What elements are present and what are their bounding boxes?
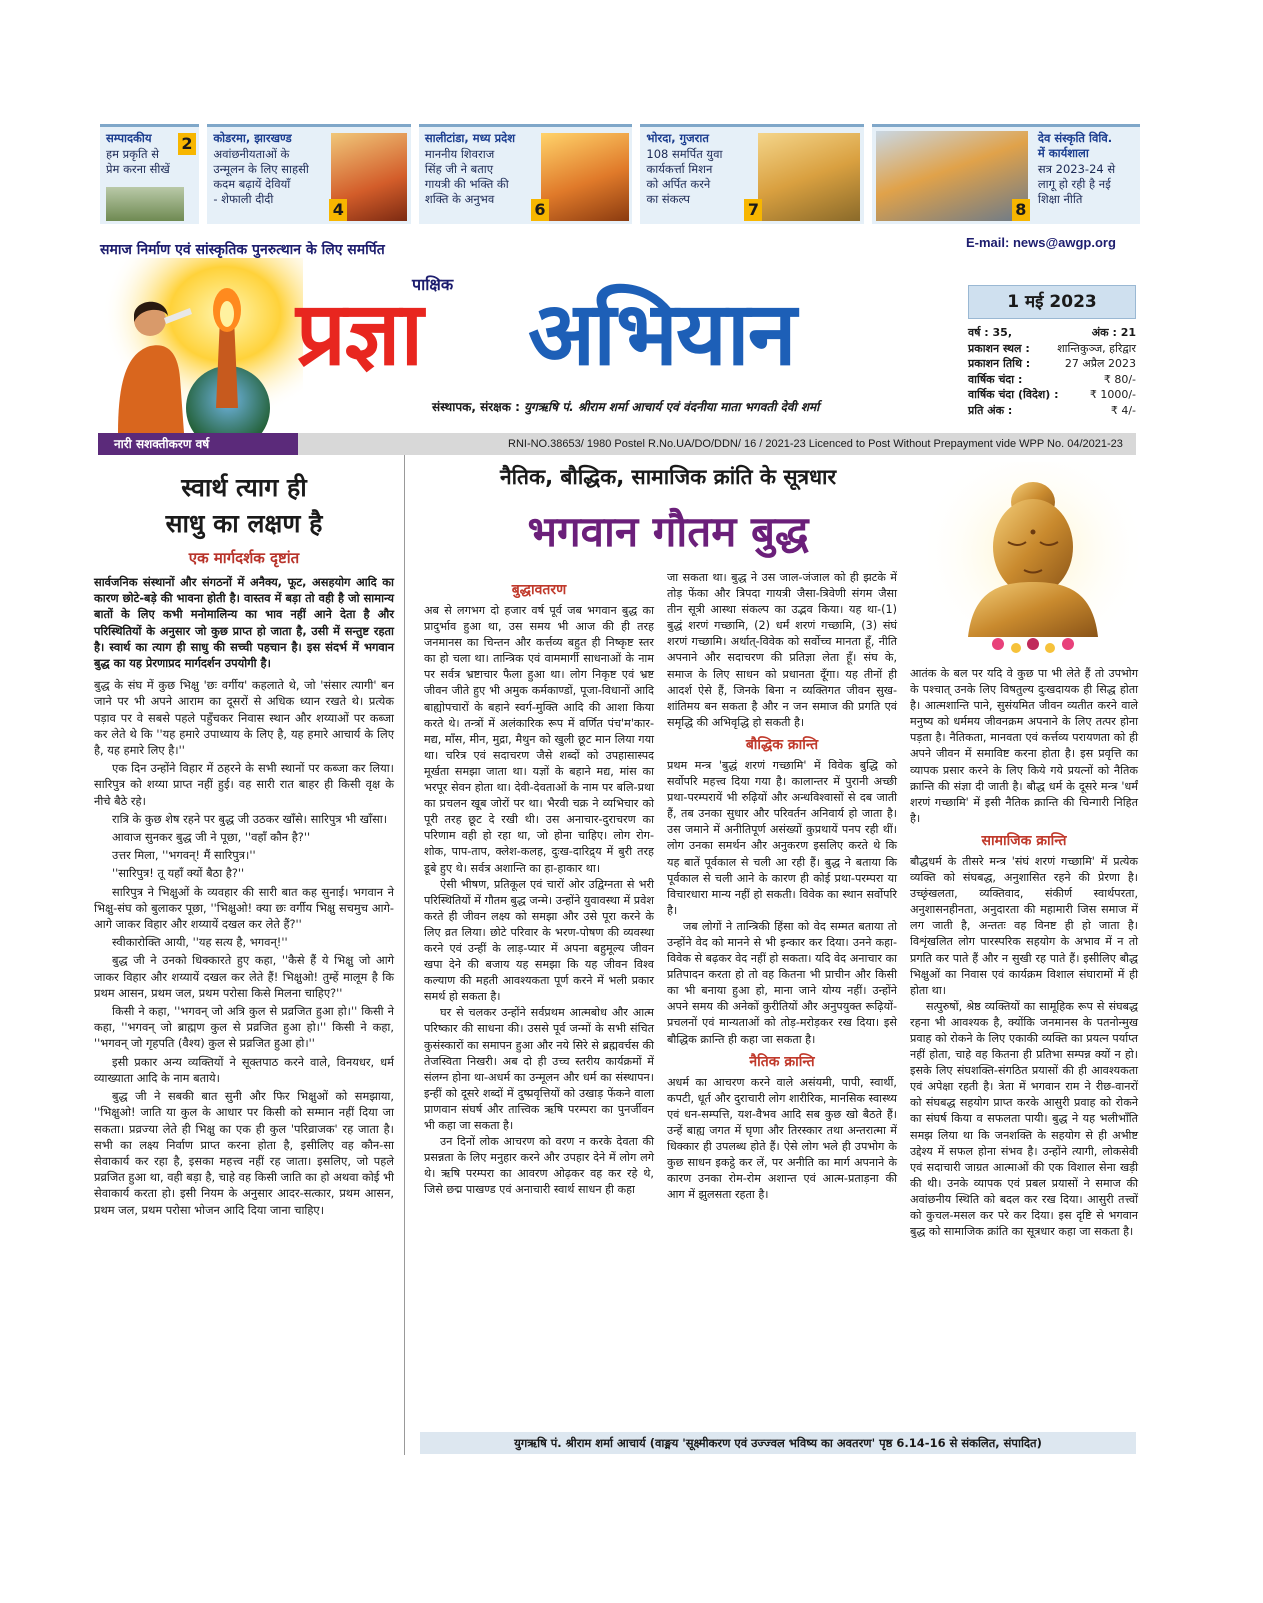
page-number: 4 <box>329 199 347 221</box>
paragraph: ''सारिपुत्र! तू यहाँ क्यों बैठा है?'' <box>112 866 245 881</box>
teaser-bhorda[interactable] <box>640 124 863 224</box>
buddha-head-icon <box>928 462 1138 662</box>
email-address[interactable]: E-mail: news@awgp.org <box>966 235 1116 250</box>
woman-with-torch-illustration <box>98 258 303 433</box>
paragraph: घर से चलकर उन्होंने सर्वप्रथम आत्मबोध और आत्म परिष्कार की साधना की। उससे पूर्व जन्मों के सभी संचित कुसंस्कारों का समापन हुआ और नये सिरे से ब्रह्मवर्चस की तेजस्विता निखरी। अब दो ही उच्च स्तरीय कार्यक्रमों में संलग्न होना था-अधर्म का उन्मूलन और धर्म का संस्थापन। इन्हीं को दूसरे शब्दों में दुष्प्रवृत्तियों को उखाड़ फेंकने वाला प्राणवान संघर्ष और तात्त्विक ऋषि परम्परा का पुनर्जीवन भी कहा जा सकता है। <box>424 1006 654 1132</box>
page-number: 7 <box>744 199 762 221</box>
issue-date: 1 मई 2023 <box>968 285 1136 319</box>
teaser-heading: देव संस्कृति विवि. में कार्यशाला <box>1037 131 1113 160</box>
teaser-dsvv[interactable] <box>872 124 1140 224</box>
section-heading: बौद्धिक क्रान्ति <box>745 736 819 753</box>
teaser-photo <box>541 133 629 221</box>
main-article-supertitle: नैतिक, बौद्धिक, सामाजिक क्रांति के सूत्रधार <box>499 465 837 489</box>
section-heading: बुद्धावतरण <box>511 582 567 598</box>
teaser-photo <box>876 131 1028 221</box>
teaser-heading: भोरदा, गुजरात <box>646 131 709 145</box>
masthead-illustration <box>98 258 303 433</box>
paragraph: किसी ने कहा, ''भगवन् जो अत्रि कुल से प्रव्रजित हुआ हो।'' किसी ने कहा, ''भगवन् जो ब्राह्मण कुल से प्रव्रजित हुआ हो।'' किसी ने कहा, ''भगवन् जो गृहपति (वैश्य) कुल से प्रव्रजित हुआ हो।'' <box>94 1004 394 1051</box>
masthead-title-abhiyan: अभियान <box>528 282 795 385</box>
teaser-text: 108 समर्पित युवा कार्यकर्त्ता मिशन को अर्पित करने का संकल्प <box>646 147 723 206</box>
paragraph: ऐसी भीषण, प्रतिकूल एवं चारों ओर उद्विग्नता से भरी परिस्थितियों में गौतम बुद्ध जन्मे। उन्होंने युवावस्था में प्रवेश करते ही जीवन लक्ष्य को समझा और उसे पूरा करने के लिए व्रत लिया। छोटे परिवार के भरण-पोषण की व्यवस्था करने एवं उन्हीं के लाड़-प्यार में अपना बहुमूल्य जीवन खपा देने की बजाय यह समझा कि यह जीवन विश्व कल्याण की महती आवश्यकता पूर्ण करने में भली प्रकार समर्थ हो सकता है। <box>424 877 654 1004</box>
main-article-column-2 <box>667 570 897 1203</box>
paragraph: आवाज सुनकर बुद्ध जी ने पूछा, ''वहाँ कौन है?'' <box>112 830 311 845</box>
main-article-column-3 <box>910 666 1138 1240</box>
column-divider <box>404 455 405 1455</box>
buddha-illustration <box>928 462 1138 662</box>
paragraph: जब लोगों ने तान्त्रिकी हिंसा को वेद सम्मत बताया तो उन्होंने वेद को मानने से भी इन्कार कर दिया। उनने कहा-विवेक से बढ़कर वेद नहीं हो सकता। यदि वेद अनाचार का प्रतिपादन करता हो तो वह कितना भी प्राचीन और किसी का भी बनाया हुआ हो, माना जाने योग्य नहीं। उन्होंने अपने समय की अनेकों कुरीतियों और अनुपयुक्त रूढ़ियों-प्रचलनों एवं मान्यताओं को तोड़-मरोड़कर रख दिया। इसे बौद्धिक क्रान्ति ही कहा जा सकता है। <box>667 919 897 1046</box>
left-article-lead: सार्वजनिक संस्थानों और संगठनों में अनैक्य, फूट, असहयोग आदि का कारण छोटे-बड़े की भावना होती है। वास्तव में बड़ा तो वही है जो सामान्य बातों के लिए कभी मनोमालिन्य का भाव नहीं आने देता है और परिस्थितियों के अनुसार जो कुछ प्राप्त हो जाता है, उसी में सन्तुष्ट रहता है। स्वार्थ का त्याग ही साधु की सच्ची पहचान है। इस संदर्भ में भगवान बुद्ध का यह प्रेरणाप्रद मार्गदर्शन उपयोगी है। <box>94 575 394 671</box>
teaser-heading: सालीटांडा, मध्य प्रदेश <box>424 131 516 145</box>
left-article-title-line2: साधु का लक्षण है <box>165 509 323 538</box>
paragraph: सारिपुत्र ने भिक्षुओं के व्यवहार की सारी बात कह सुनाई। भगवान ने भिक्षु-संघ को बुलाकर पूछा, ''भिक्षुओ! क्या छः वर्गीय भिक्षु सचमुच आगे-आगे जाकर विहार और शय्यायें दखल कर लेते हैं?'' <box>94 884 394 932</box>
section-heading: नैतिक क्रान्ति <box>749 1053 815 1070</box>
masthead-title-pragya: प्रज्ञा <box>296 282 422 385</box>
meta-row: वार्षिक चंदा : ₹ 80/- <box>968 372 1136 386</box>
meta-row: प्रति अंक : ₹ 4/- <box>968 403 1136 417</box>
meta-row: प्रकाशन स्थल : शान्तिकुञ्ज, हरिद्वार <box>968 341 1136 355</box>
paragraph: स्वीकारोक्ति आयी, ''यह सत्य है, भगवन्!'' <box>112 935 288 950</box>
left-article-title-line1: स्वार्थ त्याग ही <box>181 473 307 502</box>
meta-row: वर्ष : 35, अंक : 21 <box>968 326 1136 339</box>
paragraph: अब से लगभग दो हजार वर्ष पूर्व जब भगवान बुद्ध का प्रादुर्भाव हुआ था, उस समय भी आज की ही तरह जनमानस का चिन्तन और कर्त्तव्य बहुत ही निष्कृष्ट स्तर का हो चला था। तान्त्रिक एवं वाममार्गी साधनाओं के नाम पर सर्वत्र भ्रष्टाचार फैला हुआ था। लोग निकृष्ट एवं भ्रष्ट जीवन जीते हुए भी अमुक कर्मकाण्डों, पूजा-विधानों आदि बाह्योपचारों के बहाने स्वर्ग-मुक्ति आदि की आशा किया करते थे। तन्त्रों में अलंकारिक रूप में वर्णित पंच'म'कार-मद्य, माँस, मीन, मुद्रा, मैथुन को खुली छूट मान लिया गया था। चरित्र एवं सदाचरण जैसे शब्दों को उपहासास्पद मूर्खता समझा जाता था। यज्ञों के बहाने मद्य, मांस का भरपूर सेवन होता था। देवी-देवताओं के नाम पर बलि-प्रथा का प्रचलन खूब जोरों पर था। भैरवी चक्र ने व्यभिचार को पूरी तरह छूट दे रखी थी। उस अनाचार-दुराचरण का परिणाम वही हो रहा था, जो होना चाहिए। लोग रोग-शोक, पाप-ताप, क्लेश-कलह, दुःख-दारिद्र्य में बुरी तरह डूबे हुए थे। सर्वत्र अशान्ति का हा-हाकार था। <box>424 604 654 875</box>
founder-line <box>432 398 819 415</box>
frequency-label: पाक्षिक <box>412 275 454 294</box>
teaser-photo <box>106 187 184 221</box>
teaser-text: अवांछनीयताओं के उन्मूलन के लिए साहसी कदम बढ़ायें देवियाँ - शेफाली दीदी <box>213 147 309 206</box>
paragraph: बुद्ध जी ने उनको धिक्कारते हुए कहा, ''कैसे हैं ये भिक्षु जो आगे जाकर विहार और शय्यायें दखल कर लेते हैं! भिक्षुओ! तुम्हें मालूम है कि प्रथम आसन, प्रथम जल, प्रथम परोसा किसे मिलना चाहिए?'' <box>94 953 394 1000</box>
founder-names: युगऋषि पं. श्रीराम शर्मा आचार्य एवं वंदनीया माता भगवती देवी शर्मा <box>524 400 820 414</box>
main-article-title: भगवान गौतम बुद्ध <box>527 507 809 556</box>
page-number: 8 <box>1012 199 1030 221</box>
paragraph: आतंक के बल पर यदि वे कुछ पा भी लेते हैं तो उपभोग के पश्चात् उनके लिए विषतुल्य दुःखदायक ही सिद्ध होता है। आत्मशान्ति पाने, सुसंयमित जीवन व्यतीत करने वाले मनुष्य को धर्ममय जीवनक्रम अपनाने के लिए तत्पर होना पड़ता है। नैतिकता, मानवता एवं कर्त्तव्य परायणता को ही अपने जीवन में समाविष्ट करना होता है। इस प्रवृत्ति का व्यापक प्रसार करने के लिए किये गये प्रयत्नों को नैतिक क्रान्ति की संज्ञा दी जाती है। बौद्ध धर्म के दूसरे मन्त्र 'धर्मं शरणं गच्छामि' में इसी नैतिक क्रान्ति की चिन्गारी निहित है। <box>910 667 1138 825</box>
paragraph: उन दिनों लोक आचरण को वरण न करके देवता की प्रसन्नता के लिए मनुहार करने और उपहार देने में लोग लगे थे। ऋषि परम्परा का आवरण ओढ़कर वह कर रहे थे, जिसे छद्म पाखण्ड एवं अनाचारी स्वार्थ साधन ही कहा <box>424 1135 654 1197</box>
teaser-salitanda[interactable] <box>419 124 633 224</box>
teaser-heading: सम्पादकीय <box>106 131 152 145</box>
teaser-koderma[interactable] <box>207 124 411 224</box>
meta-row: प्रकाशन तिथि : 27 अप्रैल 2023 <box>968 357 1136 370</box>
main-article-column-1 <box>424 580 654 1198</box>
page-number: 6 <box>531 199 549 221</box>
paragraph: उत्तर मिला, ''भगवन्! मैं सारिपुत्र।'' <box>112 848 256 863</box>
teaser-text: हम प्रकृति से प्रेम करना सीखें <box>106 147 170 176</box>
paragraph: अधर्म का आचरण करने वाले असंयमी, पापी, स्वार्थी, कपटी, धूर्त और दुराचारी लोग शारीरिक, मानसिक स्वास्थ्य एवं धन-सम्पत्ति, यश-वैभव आदि सब कुछ खो बैठते हैं। उन्हें बाह्य जगत में घृणा और तिरस्कार तथा अन्तरात्मा में धिक्कार ही उपलब्ध होते हैं। ऐसे लोग भले ही उपभोग के कुछ साधन इकट्ठे कर लें, पर अनीति का मार्ग अपनाने के कारण उनका रोम-रोम अशान्त एवं आत्म-प्रताड़ना की आग में झुलसता रहता है। <box>667 1075 897 1202</box>
paragraph: रात्रि के कुछ शेष रहने पर बुद्ध जी उठकर खाँसे। सारिपुत्र भी खाँसा। <box>112 811 388 826</box>
issue-meta <box>968 325 1136 418</box>
paragraph: बुद्ध जी ने सबकी बात सुनी और फिर भिक्षुओं को समझाया, ''भिक्षुओ! जाति या कुल के आधार पर किसी को सम्मान नहीं दिया जा सकता। प्रव्रज्या लेते ही भिक्षु का एक ही कुल 'परिव्राजक' रह जाता है। सभी का लक्ष्य निर्वाण प्राप्त करना होता है, इसीलिए वह कौन-सा सेवाकार्य कर रहा है, इसका महत्त्व नहीं रह जाता। इसलिए, जो पहले प्रव्रजित हुआ था, वही बड़ा है, चाहे वह किसी जाति का हो अथवा कोई भी सेवाकार्य करता हो। इसी नियम के अनुसार आदर-सत्कार, प्रथम आसन, प्रथम जल, प्रथम परोसा भोजन आदि दिया जाना चाहिए। <box>94 1089 394 1217</box>
teaser-heading: कोडरमा, झारखण्ड <box>213 131 292 145</box>
founder-label: संस्थापक, संरक्षक : <box>432 400 520 414</box>
source-credit-bar: युगऋषि पं. श्रीराम शर्मा आचार्य (वाङ्मय 'सूक्ष्मीकरण एवं उज्ज्वल भविष्य का अवतरण' पृष्ठ 6.14-16 से संकलित, संपादित) <box>420 1432 1136 1454</box>
paragraph: इसी प्रकार अन्य व्यक्तियों ने सूक्तपाठ करने वाले, विनयधर, धर्म व्याख्याता आदि के नाम बताये। <box>94 1054 394 1085</box>
tagline: समाज निर्माण एवं सांस्कृतिक पुनरुत्थान के लिए समर्पित <box>100 242 385 258</box>
teaser-editorial[interactable] <box>100 124 199 224</box>
page-number: 2 <box>178 133 196 155</box>
left-article-subtitle: एक मार्गदर्शक दृष्टांत <box>188 549 300 567</box>
paragraph: सत्पुरुषों, श्रेष्ठ व्यक्तियों का सामूहिक रूप से संघबद्ध रहना भी आवश्यक है, क्योंकि जनमानस के पतनोन्मुख प्रवाह को रोकने के लिए एकाकी व्यक्ति का प्रयत्न पर्याप्त नहीं होता, चाहे वह कितना ही प्रतिभा सम्पन्न क्यों न हो। इसके लिए संघशक्ति-संगठित प्रयासों की ही आवश्यकता एवं अपेक्षा रहती है। त्रेता में भगवान राम ने रीछ-वानरों को संघबद्ध सहयोग प्राप्त करके आसुरी प्रवाह को रोकने का संघर्ष किया व सफलता पायी। बुद्ध ने यह भलीभाँति समझ लिया था कि जनशक्ति के सहयोग से ही अभीष्ट उद्देश्य में सफल होना संभव है। उन्होंने त्यागी, लोकसेवी एवं सदाचारी जाग्रत आत्माओं की एक विशाल सेना खड़ी की थी। उनके व्यापक एवं प्रबल प्रयासों ने समाज की अवांछनीय स्थिति को बदल कर रख दिया। आसुरी तत्त्वों को कुचल-मसल कर परे कर दिया। इस दृष्टि से भगवान बुद्ध को सामाजिक क्रांति का सूत्रधार कहा जा सकता है। <box>910 999 1138 1239</box>
year-theme-bar: नारी सशक्तीकरण वर्ष <box>98 433 298 455</box>
paragraph: जा सकता था। बुद्ध ने उस जाल-जंजाल को ही झटके में तोड़ फेंका और त्रिपदा गायत्री जैसा-त्रिवेणी संगम जैसा तीन सूत्री आस्था संकल्प का उद्भव किया। यह था-(1) बुद्धं शरणं गच्छामि, (2) धर्मं शरणं गच्छामि, (3) संघं शरणं गच्छामि। अर्थात्-विवेक को सर्वोच्च मानता हूँ, नीति अपनाने और सदाचरण की प्रतिज्ञा लेता हूँ। संघ के, समाज के लिए साधन को प्रधानता दूँगा। यह तीनों ही आदर्श ऐसे हैं, जिनके बिना न व्यक्तिगत जीवन सुख-शांतिमय बन सकता है और न जन समाज की प्रगति एवं समृद्धि की अभिवृद्धि हो सकती है। <box>667 571 897 729</box>
paragraph: बौद्धधर्म के तीसरे मन्त्र 'संघं शरणं गच्छामि' में प्रत्येक व्यक्ति को संघबद्ध, अनुशासित रहने की प्रेरणा है। उच्छृंखलता, व्यक्तिवाद, संकीर्ण स्वार्थपरता, अनुशासनहीनता, अनुदारता की महामारी जिस समाज में लग जाती है, अन्ततः वह विनष्ट ही हो जाता है। विशृंखलित लोग पारस्परिक सहयोग के अभाव में न तो प्रगति कर पाते हैं और न सुखी रह पाते हैं। इसीलिए बौद्ध भिक्षुओं का निवास एवं कार्यक्रम विशाल संघारामों में ही होता था। <box>910 854 1138 997</box>
teaser-strip <box>100 124 1140 224</box>
left-article <box>94 470 394 1218</box>
teaser-text: सत्र 2023-24 से लागू हो रही है नई शिक्षा नीति <box>1037 162 1116 206</box>
paragraph: एक दिन उन्होंने विहार में ठहरने के सभी स्थानों पर कब्जा कर लिया। सारिपुत्र को शय्या प्राप्त नहीं हुई। वह सारी रात बाहर ही किसी वृक्ष के नीचे बैठे रहे। <box>94 761 394 808</box>
paragraph: बुद्ध के संघ में कुछ भिक्षु 'छः वर्गीय' कहलाते थे, जो 'संसार त्यागी' बन जाने पर भी अपने आराम का दूसरों से अधिक ध्यान रखते थे। प्रत्येक पड़ाव पर वे सबसे पहले पहुँचकर निवास स्थान और शय्याओं पर कब्जा कर लेते थे कि ''यह हमारे उपाध्याय के लिए है, यह हमारे आचार्य के लिए है, यह हमारे लिए है।'' <box>94 678 394 758</box>
section-heading: सामाजिक क्रान्ति <box>981 832 1067 849</box>
meta-row: वार्षिक चंदा (विदेश) : ₹ 1000/- <box>968 388 1136 401</box>
paragraph: प्रथम मन्त्र 'बुद्धं शरणं गच्छामि' में विवेक बुद्धि को सर्वोपरि महत्त्व दिया गया है। कालान्तर में पुरानी अच्छी प्रथा-परम्परायें भी रुढ़ियों और अन्धविश्वासों से दब जाती हैं, तब उनका सुधार और परिवर्तन अनिवार्य हो जाता है। उस जमाने में अनीतिपूर्ण असंख्यों कुप्रथायें पनप रही थीं। लोग उनका समर्थन और अनुकरण इसलिए करते थे कि यह बातें पूर्वकाल से चली आ रही हैं। बुद्ध ने बताया कि पूर्वकाल से चली आने के कारण ही कोई प्रथा-परम्परा या विचारधारा मान्य नहीं हो सकती। विवेक का स्थान सर्वोपरि है। <box>667 758 897 917</box>
teaser-photo <box>758 133 860 221</box>
teaser-text: माननीय शिवराज सिंह जी ने बताए गायत्री की भक्ति की शक्ति के अनुभव <box>424 147 509 206</box>
registration-bar: RNI-NO.38653/ 1980 Postel R.No.UA/DO/DDN/ 16 / 2021-23 Licenced to Post Without Prepayment vide WPP No. 04/2021-23 <box>298 433 1136 455</box>
